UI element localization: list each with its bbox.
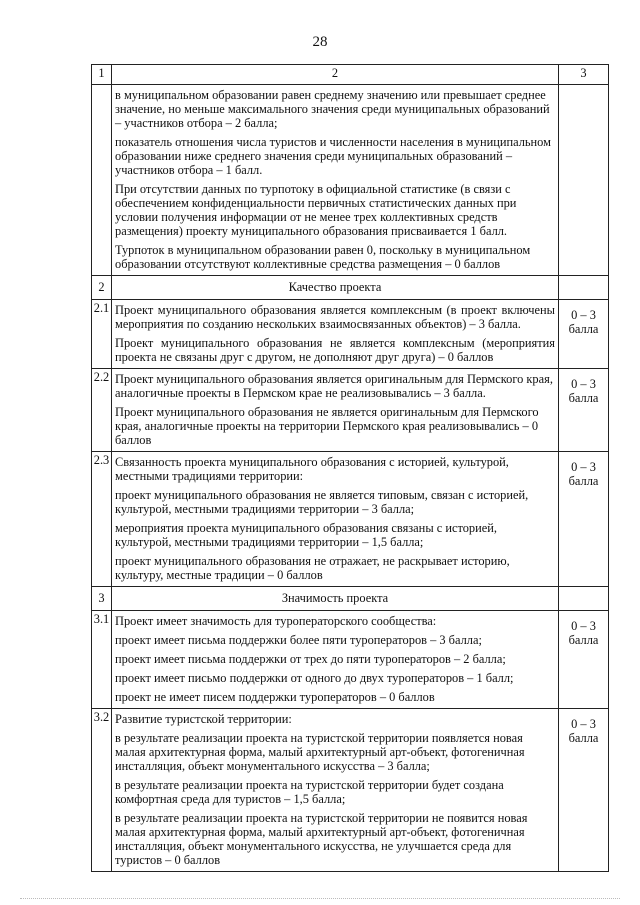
column-header-number: 1 [92,65,112,85]
score-range: 0 – 3 [571,377,596,391]
criterion-paragraph: мероприятия проекта муниципального образования связаны с историей, культурой, местными традициями территории – 1,5 балла; [115,521,497,549]
row-number: 3.2 [92,709,112,872]
section-title: Качество проекта [112,276,559,300]
score-cell [559,85,609,276]
score-cell [559,369,609,452]
criteria-table [91,64,609,872]
criterion-paragraph: проект муниципального образования не является типовым, связан с историей, культурой, местными традициями территории – 3 балла; [115,488,529,516]
criterion-row-2-2 [92,369,609,452]
section-number: 3 [92,587,112,611]
section-number: 2 [92,276,112,300]
score-range: 0 – 3 [571,717,596,731]
criterion-cell [112,452,559,587]
score-unit: балла [568,391,599,405]
criterion-paragraph: Развитие туристской территории: [115,712,292,726]
criterion-cell [112,300,559,369]
criterion-paragraph: При отсутствии данных по турпотоку в официальной статистике (в связи с обеспечением конфиденциальности первичных статистических данных при условии получения информации от не менее трех коллективных средств размещения) проекту муниципального образования присваивается 1 балл. [115,182,517,238]
criterion-paragraph: проект имеет письма поддержки более пяти туроператоров – 3 балла; [115,633,482,647]
criterion-cell [112,611,559,709]
page-number: 28 [312,34,328,50]
criterion-paragraph: в результате реализации проекта на туристской территории появляется новая малая архитектурная форма, малый архитектурный арт-объект, фотогеничная инсталляция, объект монументального искусства – 3 балла; [115,731,525,773]
continuation-row [92,85,609,276]
row-number-cell [92,85,112,276]
criterion-cell [112,709,559,872]
section-row-significance [92,587,609,611]
criterion-paragraph: в муниципальном образовании равен среднему значению или превышает среднее значение, но меньше максимального значения среди муниципальных образований – участников отбора – 2 балла; [115,88,550,130]
score-unit: балла [568,322,599,336]
score-range: 0 – 3 [571,460,596,474]
criterion-paragraph: Связанность проекта муниципального образования с историей, культурой, местными традициями территории: [115,455,509,483]
column-header-criterion: 2 [112,65,559,85]
criterion-row-2-3 [92,452,609,587]
score-range: 0 – 3 [571,308,596,322]
criterion-paragraph: проект не имеет писем поддержки туроператоров – 0 баллов [115,690,435,704]
score-cell [559,611,609,709]
section-row-quality [92,276,609,300]
criterion-paragraph: проект имеет письмо поддержки от одного до двух туроператоров – 1 балл; [115,671,514,685]
column-header-score: 3 [559,65,609,85]
criterion-paragraph: проект имеет письма поддержки от трех до пяти туроператоров – 2 балла; [115,652,506,666]
score-range: 0 – 3 [571,619,596,633]
criterion-cell [112,85,559,276]
section-score-cell [559,276,609,300]
criterion-row-3-1 [92,611,609,709]
score-cell [559,300,609,369]
criterion-paragraph: показатель отношения числа туристов и численности населения в муниципальном образовании ниже среднего значения среди муниципальных образований – участников отбора – 1 балл. [115,135,551,177]
criterion-paragraph: Проект муниципального образования является оригинальным для Пермского края, аналогичные проекты в Пермском крае не реализовывались – 3 балла. [115,372,553,400]
score-unit: балла [568,474,599,488]
score-unit: балла [568,633,599,647]
criterion-paragraph: Проект муниципального образования не является комплексным (мероприятия проекта не связаны друг с другом, не дополняют друг друга) – 0 баллов [115,336,555,364]
section-title: Значимость проекта [112,587,559,611]
table-header-row [92,65,609,85]
criterion-paragraph: Проект имеет значимость для туроператорского сообщества: [115,614,437,628]
score-cell [559,452,609,587]
criterion-paragraph: в результате реализации проекта на туристской территории будет создана комфортная среда для туристов – 1,5 балла; [115,778,504,806]
criterion-paragraph: Турпоток в муниципальном образовании равен 0, поскольку в муниципальном образовании отсутствуют коллективные средства размещения – 0 баллов [115,243,531,271]
criterion-cell [112,369,559,452]
criterion-paragraph: в результате реализации проекта на туристской территории не появится новая малая архитектурная форма, малый архитектурный арт-объект, фотогеничная инсталляция, объект монументального искусства, не улучшается среда для туристов – 0 баллов [115,811,528,867]
criterion-paragraph: Проект муниципального образования не является оригинальным для Пермского края, аналогичные проекты на территории Пермского края реализовывались – 0 баллов [115,405,539,447]
section-score-cell [559,587,609,611]
row-number: 2.1 [92,300,112,369]
row-number: 2.3 [92,452,112,587]
row-number: 2.2 [92,369,112,452]
criterion-row-3-2 [92,709,609,872]
score-unit: балла [568,731,599,745]
scan-edge-divider [20,896,620,899]
criterion-paragraph: Проект муниципального образования является комплексным (в проект включены мероприятия по созданию нескольких взаимосвязанных объектов) – 3 балла. [115,303,555,331]
criterion-row-2-1 [92,300,609,369]
score-cell [559,709,609,872]
criterion-paragraph: проект муниципального образования не отражает, не раскрывает историю, культуру, местные традиции – 0 баллов [115,554,510,582]
row-number: 3.1 [92,611,112,709]
